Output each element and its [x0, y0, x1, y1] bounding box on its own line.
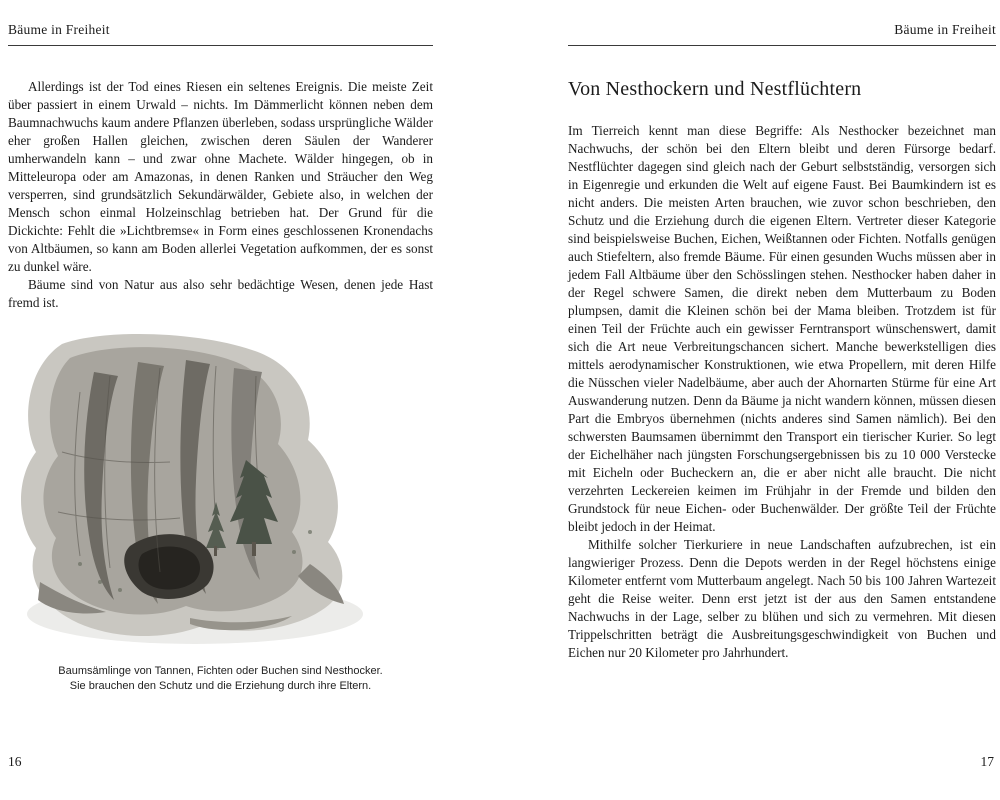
- running-header-text: Bäume in Freiheit: [894, 22, 996, 37]
- page-left-column: [8, 22, 433, 694]
- page-right-column: [568, 22, 996, 662]
- page-number-left: 16: [8, 754, 22, 769]
- page-number-right: 17: [980, 754, 994, 769]
- body-paragraph: Mithilfe solcher Tierkuriere in neue Landschaften aufzubrechen, ist ein langwieriger Prozess. Denn die Depots werden in der Regel höchstens einige Kilometer entfernt vom Mutterbaum angelegt. Nach 50 bis 100 Jahren Wartezeit geht die Reise weiter. Denn erst jetzt ist der aus den Samen entstandene Nachwuchs in der Lage, selber zu blühen und sich zu vermehren. Mit diesen Trippelschritten beträgt die Ausbreitungsgeschwindigkeit von Buchen und Eichen nur 20 Kilometer pro Jahrhundert.: [568, 537, 996, 660]
- figure-tree-stump: [8, 332, 433, 694]
- body-paragraph: Bäume sind von Natur aus also sehr bedächtige Wesen, denen jede Hast fremd ist.: [8, 277, 433, 310]
- body-paragraph: Allerdings ist der Tod eines Riesen ein seltenes Ereignis. Die meiste Zeit über passiert in einem Urwald – nichts. Im Dämmerlicht können neben dem Baumnachwuchs kaum andere Pflanzen überleben, sodass ursprüngliche Wälder eher großen Hallen gleichen, zwischen deren Säulen der Wanderer umherwandeln kann – und zwar ohne Machete. Wälder hingegen, ob in Mitteleuropa oder am Amazonas, in denen Ranken und Sträucher den Weg versperren, sind grundsätzlich Sekundärwälder, Gebiete also, in welchen der Mensch schon einmal Holzeinschlag betrieben hat. Der Grund für die Dickichte: Fehlt die »Lichtbremse« in Form eines geschlossenen Kronendachs von Altbäumen, so kann am Boden allerlei Vegetation aufkommen, der es sonst zu dunkel wäre.: [8, 79, 433, 274]
- figure-caption: [8, 664, 433, 694]
- figure-caption-line: Baumsämlinge von Tannen, Fichten oder Buchen sind Nesthocker.: [58, 665, 383, 677]
- running-header-left: [8, 22, 433, 46]
- running-header-right: [568, 22, 996, 46]
- body-text-right: [568, 122, 996, 662]
- body-text-left: [8, 78, 433, 312]
- figure-caption-line: Sie brauchen den Schutz und die Erziehung durch ihre Eltern.: [69, 680, 372, 692]
- body-paragraph: Im Tierreich kennt man diese Begriffe: Als Nesthocker bezeichnet man Nachwuchs, der schön bei den Eltern bleibt und deren Fürsorge bedarf. Nestflüchter dagegen sind gleich nach der Geburt selbstständig, versorgen sich in Eigenregie und erkunden die Welt auf eigene Faust. Bei Baumkindern ist es nicht anders. Die meisten Arten brauchen, wie zuvor schon beschrieben, den Schutz und die Erziehung durch die eigenen Eltern. Vertreter dieser Kategorie sind beispielsweise Buchen, Eichen, Weißtannen oder Fichten. Notfalls genügen auch Stiefeltern, also fremde Bäume. Für einen gesunden Wuchs müssen aber in jedem Fall Altbäume über den Schösslingen stehen. Nesthocker haben daher in der Regel schwere Samen, die direkt neben dem Mutterbaum zu Boden plumpsen, damit die Kleinen schön bei der Mama bleiben. Trotzdem ist für einen Teil der Früchte auch ein gewisser Ferntransport wünschenswert, damit sich die Art neue Verbreitungschancen sichert. Manche bewerkstelligen dies mittels aerodynamischer Konstruktionen, wie etwa Propellern, mit deren Hilfe die Nüsschen vieler Nadelbäume, aber auch der Ahornarten Stürme für eine Art Auswanderung nutzen. Denn da Bäume ja nicht wandern können, müssen diesen Part die Embryos übernehmen (nichts anderes sind Samen nämlich). Bei den schwersten Baumsamen übernimmt den Transport ein tierischer Kurier. So legt der Eichelhäher nach jüngsten Forschungsergebnissen bis zu 10 000 Verstecke mit Eicheln oder Bucheckern an, die er aber nicht alle braucht. Die nicht verzehrten Leckereien keimen im Frühjahr in der Fremde und bilden den Grundstock für neue Eichen- oder Buchenwälder. Der größte Teil der Früchte bleibt jedoch in der Heimat.: [568, 123, 996, 534]
- running-header-text: Bäume in Freiheit: [8, 22, 110, 37]
- page-right: [500, 0, 1000, 800]
- tree-stump-illustration: [10, 332, 368, 650]
- chapter-title: Von Nesthockern und Nestflüchtern: [568, 78, 862, 100]
